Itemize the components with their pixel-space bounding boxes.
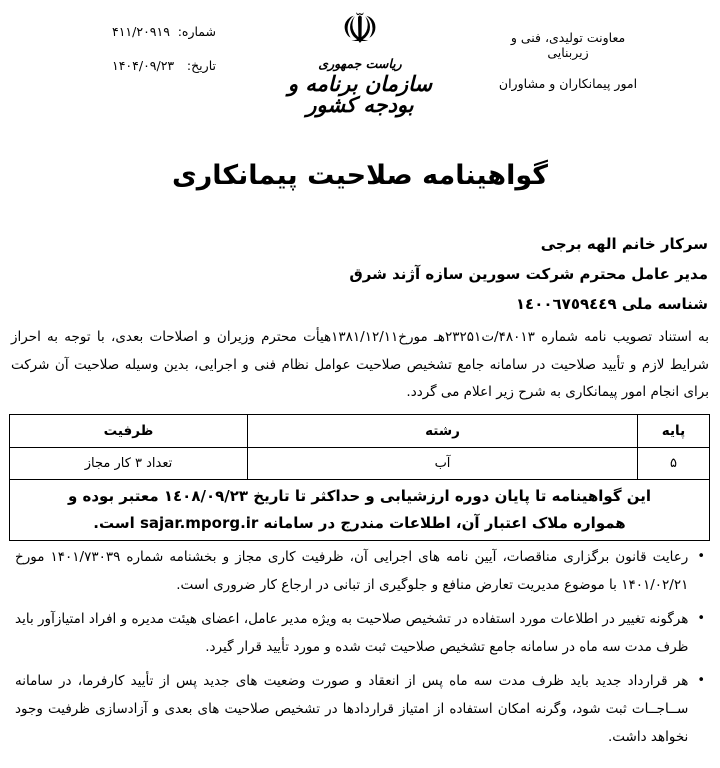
list-item [15, 543, 705, 599]
department-line1: معاونت تولیدی، فنی و زیربنایی [510, 30, 626, 60]
table-row [10, 448, 710, 480]
iran-national-emblem-icon: ☫ [341, 4, 379, 53]
cell-grade: ۵ [638, 448, 710, 480]
notes-list [15, 543, 705, 757]
note-text: هر قرارداد جدید باید ظرف مدت سه ماه پس از انعقاد و صورت وضعیت های جدید پس از تأیید کارفرما، در سامانه ســاجــات ثبت شود، وگرنه امکان استفاده از امتیاز قراردادها در تشخیص صلاحیت های بعدی و آزادسازی ظرفیت وجود نخواهد داشت. [15, 673, 689, 745]
addressee-name: سرکار خانم الهه برجی [540, 235, 708, 253]
addressee-role: مدیر عامل محترم شرکت سورین سازه آژند شرق [349, 265, 708, 283]
validity-line1: این گواهینامه تا پایان دوره ارزشیابی و حداکثر تا تاریخ ١٤٠٨/٠٩/٢٣ معتبر بوده و [67, 487, 652, 505]
department-block [498, 30, 638, 91]
presidency-caption: ریاست جمهوری [318, 56, 402, 71]
validity-cell [10, 480, 710, 541]
bullet-icon: • [697, 611, 705, 626]
letter-date-value: ۱۴۰۴/۰۹/۲۳ [112, 58, 175, 73]
letterhead-meta [112, 24, 216, 92]
organization-name: سازمان برنامه و بودجه کشور [287, 71, 433, 117]
note-text: رعایت قانون برگزاری مناقصات، آیین نامه های اجرایی آن، ظرفیت کاری مجاز و بخشنامه شماره ۱۴۰۱/۷۳۰۳۹ مورخ ۱۴۰۱/۰۲/۲۱ با موضوع مدیریت تعارض منافع و جلوگیری از تبانی در ارجاع کار ضروری است. [15, 549, 689, 593]
validity-row [10, 480, 710, 541]
letter-number-row [112, 24, 216, 41]
bullet-icon: • [697, 549, 705, 564]
qualification-table [9, 414, 710, 541]
letter-date-label: تاریخ: [186, 58, 216, 73]
list-item [15, 605, 705, 661]
document-title: گواهینامه صلاحیت پیمانکاری [172, 160, 548, 191]
table-header-row [10, 415, 710, 448]
cell-capacity: تعداد ۳ کار مجاز [10, 448, 248, 480]
note-text: هرگونه تغییر در اطلاعات مورد استفاده در تشخیص صلاحیت به ویژه مدیر عامل، اعضای هیئت مدیره و افراد امتیازآور باید ظرف مدت سه ماه در سامانه جامع تشخیص صلاحیت ثبت شده و مورد تأیید قرار گیرد. [15, 611, 689, 655]
department-line2: امور پیمانکاران و مشاوران [498, 76, 638, 91]
letter-number-value: ۴۱۱/۲۰۹۱۹ [112, 24, 170, 39]
letter-number-label: شماره: [177, 24, 216, 39]
list-item [15, 667, 705, 751]
header-field: رشته [248, 415, 638, 448]
letterhead-logo [270, 4, 450, 116]
header-grade: پایه [638, 415, 710, 448]
bullet-icon: • [697, 673, 705, 688]
addressee-block [349, 229, 708, 319]
letter-date-row [112, 58, 216, 75]
body-paragraph: به استناد تصویب نامه شماره ۴۸۰۱۳/ت۲۳۲۵۱هـ مورخ۱۳۸۱/۱۲/۱۱هیأت محترم وزیران و اصلاحات بعدی، با توجه به احراز شرایط لازم و تأیید صلاحیت در سامانه جامع تشخیص صلاحیت عوامل نظام فنی و اجرایی، بدین وسیله صلاحیت آن شرکت برای انجام امور پیمانکاری به شرح زیر اعلام می گردد. [11, 329, 709, 400]
header-capacity: ظرفیت [10, 415, 248, 448]
addressee-national-id: شناسه ملی ١٤٠٠٦٧٥٩٤٤٩ [515, 295, 708, 313]
cell-field: آب [248, 448, 638, 480]
validity-line2: همواره ملاک اعتبار آن، اطلاعات مندرج در سامانه sajar.mporg.ir است. [93, 514, 626, 532]
